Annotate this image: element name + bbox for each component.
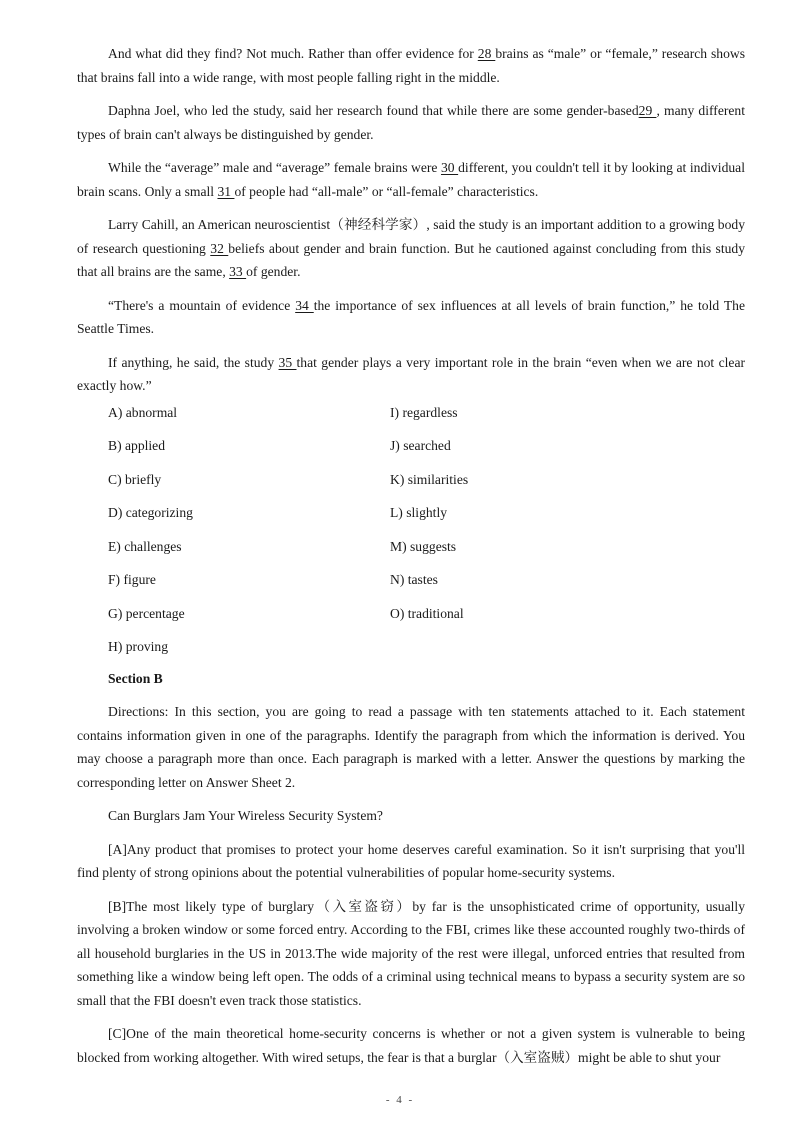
text-run: beliefs about gender and brain function. But he cautioned against concluding from this study that all brains are the same, bbox=[77, 240, 746, 279]
text-run: Directions: In this section, you are going to read a passage with ten statements attached to it. Each statement contains information given in one of the paragraphs. Identify the paragraph from which the information is derived. You may choose a paragraph more than once. Each paragraph is marked with a letter. Answer the questions by marking the corresponding letter on Answer Sheet 2. bbox=[77, 704, 745, 790]
answer-blank: 33 bbox=[229, 264, 247, 279]
paragraph bbox=[77, 42, 745, 89]
text-run: While the “average” male and “average” female brains were bbox=[108, 160, 441, 175]
text-run: And what did they find? Not much. Rather than offer evidence for bbox=[108, 46, 478, 61]
paragraph bbox=[77, 351, 745, 398]
paragraph bbox=[77, 156, 745, 203]
paragraph bbox=[77, 838, 745, 885]
text-run: Can Burglars Jam Your Wireless Security System? bbox=[108, 808, 383, 823]
paragraph bbox=[77, 1022, 745, 1069]
answer-blank: 31 bbox=[217, 183, 235, 199]
word-option: O) traditional bbox=[390, 605, 464, 621]
word-option: D) categorizing bbox=[108, 505, 193, 520]
answer-blank: 29 bbox=[638, 103, 657, 118]
paragraph bbox=[77, 804, 745, 828]
answer-blank: 28 bbox=[477, 46, 496, 61]
section-b-heading: Section B bbox=[108, 671, 163, 686]
text-run: , many different types of brain can't always be distinguished by gender. bbox=[77, 103, 745, 142]
text-run: “There's a mountain of evidence bbox=[108, 297, 296, 313]
passage-section-a bbox=[77, 42, 745, 398]
word-option: B) applied bbox=[108, 438, 166, 453]
text-run: [C]One of the main theoretical home-security concerns is whether or not a given system is vulnerable to being blocked from working altogether. With wired setups, the fear is that a burglar（入室盗贼）might be able to shut your bbox=[77, 1026, 745, 1065]
word-option: N) tastes bbox=[390, 572, 438, 587]
word-option: J) searched bbox=[390, 438, 451, 453]
answer-blank: 32 bbox=[210, 240, 229, 256]
passage-section-b bbox=[77, 700, 745, 1069]
answer-blank: 35 bbox=[278, 354, 297, 370]
paragraph bbox=[77, 213, 745, 284]
answer-blank: 30 bbox=[440, 160, 459, 175]
paragraph bbox=[77, 895, 745, 1013]
word-option: E) challenges bbox=[108, 538, 182, 554]
word-option: I) regardless bbox=[390, 404, 458, 420]
text-run: brains as “male” or “female,” research shows that brains fall into a wide range, with most people falling right in the middle. bbox=[77, 46, 746, 85]
word-option: G) percentage bbox=[108, 605, 185, 621]
word-option: H) proving bbox=[108, 639, 169, 654]
word-option: F) figure bbox=[108, 572, 156, 587]
text-run: that gender plays a very important role in the brain “even when we are not clear exactly how.” bbox=[77, 354, 745, 393]
paragraph bbox=[77, 294, 745, 341]
text-run: different, you couldn't tell it by looking at individual brain scans. Only a small bbox=[77, 160, 745, 199]
text-run: [A]Any product that promises to protect your home deserves careful examination. So it isn't surprising that you'll find plenty of strong opinions about the potential vulnerabilities of popular home-security systems. bbox=[77, 841, 745, 880]
page-content bbox=[77, 42, 745, 1069]
paragraph bbox=[77, 700, 745, 794]
word-option: A) abnormal bbox=[108, 404, 178, 420]
text-run: the importance of sex influences at all levels of brain function,” he told The Seattle Times. bbox=[77, 297, 745, 336]
page-number: - 4 - bbox=[385, 1094, 415, 1106]
word-option: M) suggests bbox=[390, 538, 457, 554]
answer-blank: 34 bbox=[295, 297, 314, 313]
text-run: Larry Cahill, an American neuroscientist（神经科学家）, said the study is an important addition to a growing body of research questioning bbox=[77, 217, 745, 256]
text-run: of people had “all-male” or “all-female” characteristics. bbox=[234, 183, 539, 199]
word-option: L) slightly bbox=[390, 505, 448, 520]
word-option: C) briefly bbox=[108, 471, 162, 487]
text-run: Daphna Joel, who led the study, said her research found that while there are some gender-based bbox=[108, 103, 639, 118]
paragraph bbox=[77, 99, 745, 146]
word-bank bbox=[108, 402, 745, 659]
text-run: If anything, he said, the study bbox=[108, 354, 279, 370]
word-option: K) similarities bbox=[390, 471, 469, 487]
text-run: of gender. bbox=[246, 264, 301, 279]
text-run: [B]The most likely type of burglary（入室盗窃）by far is the unsophisticated crime of opportunity, usually involving a broken window or some forced entry. According to the FBI, crimes like these accounted roughly two-thirds of all household burglaries in the US in 2013.The wide majority of the rest were illegal, unforced entries that resulted from something like a window being left open. The odds of a criminal using technical means to bypass a security system are so small that the FBI doesn't even track those statistics. bbox=[77, 898, 745, 1008]
